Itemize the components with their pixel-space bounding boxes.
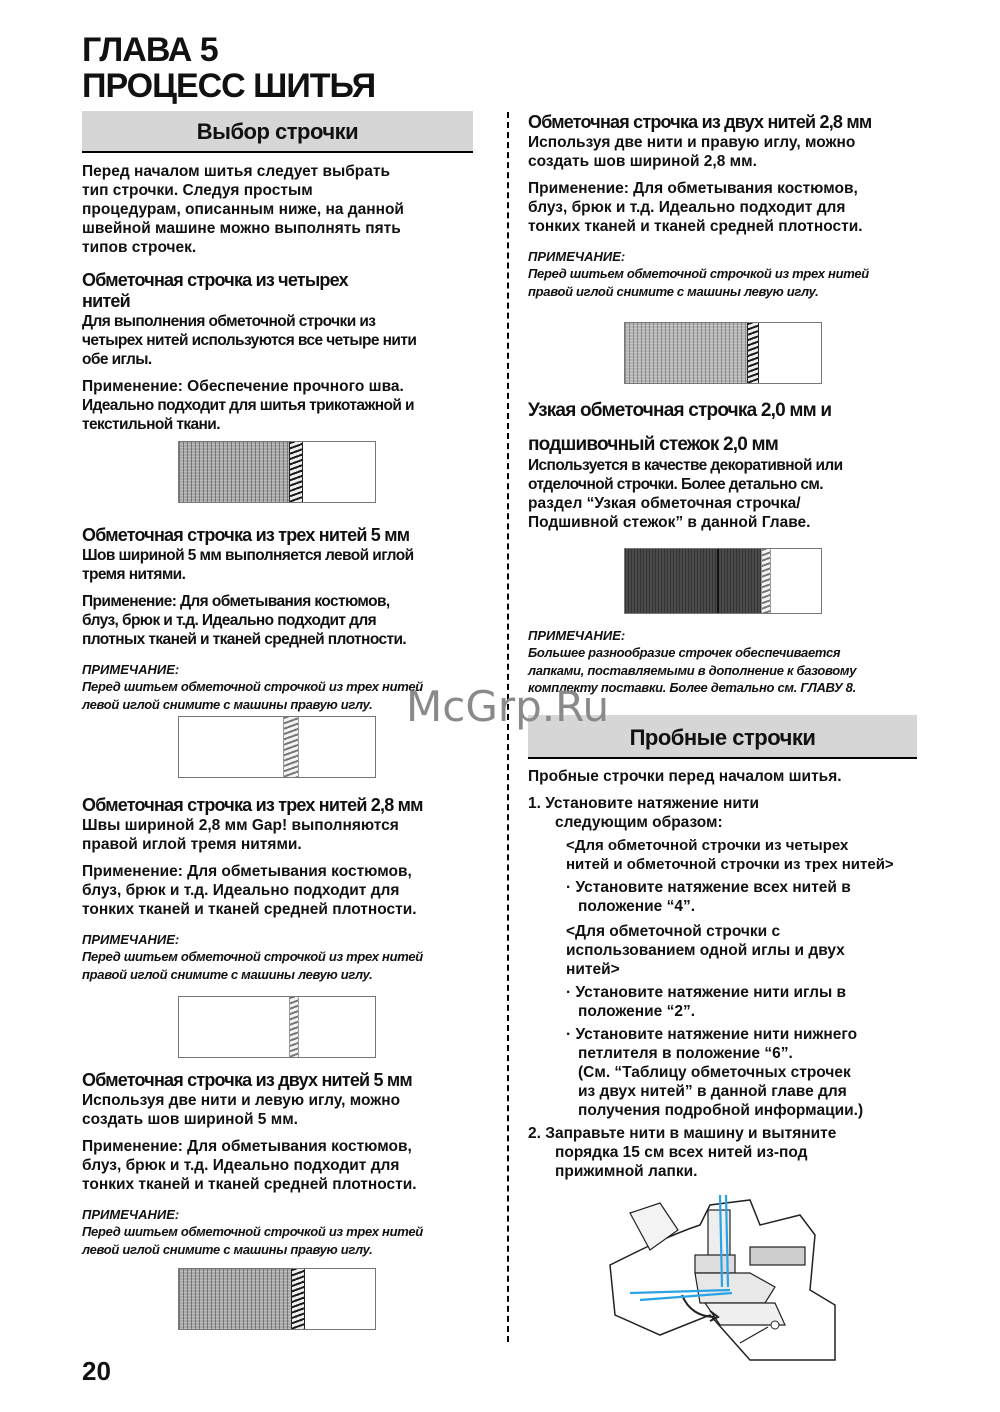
note-line: правой иглой снимите с машины левую иглу. <box>82 966 373 982</box>
section-three-thread-2-8mm <box>82 795 492 983</box>
body-line: Используя две нити и правую иглу, можно <box>528 134 856 151</box>
body-line: правой иглой тремя нитями. <box>82 836 302 853</box>
condition-line: <Для обметочной строчки с <box>566 923 781 940</box>
application-line: плотных тканей и тканей средней плотности. <box>82 631 407 648</box>
body-line: Для выполнения обметочной строчки из <box>82 313 376 330</box>
condition-line: нитей и обметочной строчки из трех нитей> <box>566 856 894 873</box>
body-line: создать шов шириной 5 мм. <box>82 1111 298 1128</box>
body-line: обе иглы. <box>82 351 152 368</box>
note-heading: ПРИМЕЧАНИЕ: <box>528 249 626 264</box>
intro-line: типов строчек. <box>82 239 197 256</box>
bullet-line: (См. “Таблицу обметочных строчек <box>578 1064 851 1081</box>
note-line: комплекту поставки. Более детально см. ГЛАВУ 8. <box>528 680 856 695</box>
section-heading: Узкая обметочная строчка 2,0 мм и <box>528 400 832 421</box>
note-line: Большее разнообразие строчек обеспечивается <box>528 645 841 660</box>
condition-line: <Для обметочной строчки из четырех <box>566 837 849 854</box>
step-2: 2. Заправьте нити в машину и вытяните <box>528 1125 837 1142</box>
stitch-sample-four-thread <box>178 441 376 503</box>
note-line: лапками, поставляемыми в дополнение к базовому <box>528 662 857 678</box>
note-line: Перед шитьем обметочной строчкой из трех нитей <box>82 1224 423 1239</box>
body-line: тремя нитями. <box>82 566 186 583</box>
bullet-line: положение “4”. <box>578 898 695 915</box>
section-heading: нитей <box>82 291 130 311</box>
watermark: McGrp.Ru <box>406 682 610 731</box>
application-line: Применение: Для обметывания костюмов, <box>82 1138 412 1155</box>
stitch-sample-three-thread-2-8mm <box>178 996 376 1058</box>
step-1-cont: следующим образом: <box>555 814 723 831</box>
intro-paragraph <box>82 162 482 257</box>
stitch-sample-three-thread-5mm <box>178 716 376 778</box>
intro-line: швейной машине можно выполнять пять <box>82 220 401 237</box>
application-line: тонких тканей и тканей средней плотности. <box>82 1176 417 1193</box>
note-heading: ПРИМЕЧАНИЕ: <box>82 1207 180 1222</box>
note-line: Перед шитьем обметочной строчкой из трех нитей <box>528 266 869 281</box>
note-line: Перед шитьем обметочной строчкой из трех нитей <box>82 679 423 694</box>
note-line: правой иглой снимите с машины левую иглу. <box>528 283 819 299</box>
application-line: блуз, брюк и т.д. Идеально подходит для <box>82 882 400 899</box>
note-line: левой иглой снимите с машины правую иглу. <box>82 696 373 712</box>
section-narrow-overlock <box>528 400 938 532</box>
application-line: тонких тканей и тканей средней плотности. <box>528 218 863 235</box>
page-number: 20 <box>82 1356 111 1386</box>
intro-line: процедурам, описанным ниже, на данной <box>82 201 404 218</box>
body-line: Подшивной стежок” в данной Главе. <box>528 514 811 531</box>
presser-foot-illustration <box>600 1195 840 1365</box>
condition-line: использованием одной иглы и двух <box>566 942 845 959</box>
application-line: блуз, брюк и т.д. Идеально подходит для <box>528 199 846 216</box>
chapter-number: ГЛАВА 5 <box>82 31 218 69</box>
intro-line: тип строчки. Следуя простым <box>82 182 313 199</box>
step-2-cont: прижимной лапки. <box>555 1163 698 1180</box>
application-line: тонких тканей и тканей средней плотности. <box>82 901 417 918</box>
application-line: блуз, брюк и т.д. Идеально подходит для <box>82 612 377 629</box>
condition-line: нитей> <box>566 961 620 978</box>
section-four-thread <box>82 270 492 434</box>
note-heading: ПРИМЕЧАНИЕ: <box>528 628 626 643</box>
banner-test-stitches: Пробные строчки <box>528 715 917 759</box>
bullet-line: петлителя в положение “6”. <box>578 1045 793 1062</box>
section-heading: Обметочная строчка из трех нитей 2,8 мм <box>82 795 423 815</box>
body-line: отделочной строчки. Более детально см. <box>528 476 823 493</box>
body-line: четырех нитей используются все четыре нити <box>82 332 417 349</box>
body-line: Швы шириной 2,8 мм Gap! выполняются <box>82 817 399 834</box>
section-heading: Обметочная строчка из двух нитей 5 мм <box>82 1070 412 1090</box>
test-intro: Пробные строчки перед началом шитья. <box>528 768 842 785</box>
note-line: Перед шитьем обметочной строчкой из трех нитей <box>82 949 423 964</box>
step-1: 1. Установите натяжение нити <box>528 795 759 812</box>
application-line: блуз, брюк и т.д. Идеально подходит для <box>82 1157 400 1174</box>
application-line: Применение: Для обметывания костюмов, <box>528 180 858 197</box>
body-line: Шов шириной 5 мм выполняется левой иглой <box>82 547 414 564</box>
bullet-line: · Установите натяжение нити иглы в <box>566 984 847 1001</box>
note-line: левой иглой снимите с машины правую иглу. <box>82 1241 373 1257</box>
note-heading: ПРИМЕЧАНИЕ: <box>82 932 180 947</box>
application-line: текстильной ткани. <box>82 416 220 433</box>
section-two-thread-5mm <box>82 1070 492 1258</box>
body-line: создать шов шириной 2,8 мм. <box>528 153 757 170</box>
intro-line: Перед началом шитья следует выбрать <box>82 163 390 180</box>
section-heading: Обметочная строчка из четырех <box>82 270 348 290</box>
stitch-sample-two-thread-2-8mm <box>624 322 822 384</box>
chapter-name: ПРОЦЕСС ШИТЬЯ <box>82 67 376 105</box>
bullet-line: · Установите натяжение нити нижнего <box>566 1026 858 1043</box>
bullet-line: получения подробной информации.) <box>578 1102 864 1119</box>
application-line: Применение: Для обметывания костюмов, <box>82 863 412 880</box>
step-2-cont: порядка 15 см всех нитей из-под <box>555 1144 808 1161</box>
stitch-sample-narrow-overlock <box>624 548 822 614</box>
banner-stitch-selection: Выбор строчки <box>82 111 473 153</box>
section-heading: подшивочный стежок 2,0 мм <box>528 434 779 455</box>
application-line: Применение: Обеспечение прочного шва. <box>82 378 404 395</box>
section-two-thread-2-8mm <box>528 112 928 300</box>
note-heading: ПРИМЕЧАНИЕ: <box>82 662 180 677</box>
body-line: Используя две нити и левую иглу, можно <box>82 1092 401 1109</box>
body-line: Используется в качестве декоративной или <box>528 457 843 474</box>
stitch-sample-two-thread-5mm <box>178 1268 376 1330</box>
application-line: Применение: Для обметывания костюмов, <box>82 593 390 610</box>
body-line: раздел “Узкая обметочная строчка/ <box>528 495 801 512</box>
test-stitches-instructions <box>528 767 938 1181</box>
bullet-line: положение “2”. <box>578 1003 695 1020</box>
section-heading: Обметочная строчка из двух нитей 2,8 мм <box>528 112 872 132</box>
chapter-title <box>82 32 375 104</box>
bullet-line: из двух нитей” в данной главе для <box>578 1083 847 1100</box>
bullet-line: · Установите натяжение всех нитей в <box>566 879 851 896</box>
application-line: Идеально подходит для шитья трикотажной и <box>82 397 414 414</box>
section-heading: Обметочная строчка из трех нитей 5 мм <box>82 525 410 545</box>
